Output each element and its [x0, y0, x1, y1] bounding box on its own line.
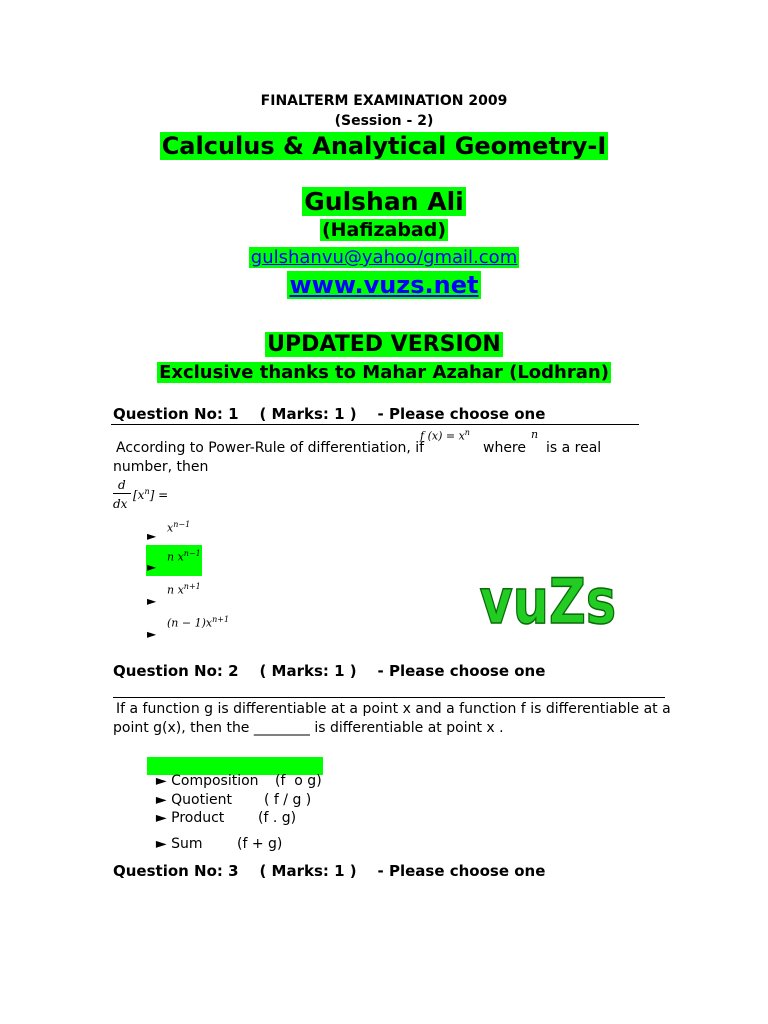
website-wrap — [0, 271, 768, 299]
question-1-option-2[interactable] — [146, 545, 202, 576]
question-1-heading: Question No: 1 ( Marks: 1 ) - Please choose one — [113, 405, 546, 423]
question-1-formula-n: n — [531, 428, 539, 441]
question-3-heading: Question No: 3 ( Marks: 1 ) - Please choose one — [113, 862, 546, 880]
option-formula — [167, 615, 229, 630]
question-1-text-a: According to Power-Rule of differentiation, if — [116, 440, 425, 456]
thanks-wrap — [0, 362, 768, 383]
derivative-bracket: [x — [133, 488, 145, 502]
question-1-option-3[interactable] — [146, 579, 206, 609]
option-label: Quotient — [171, 792, 232, 808]
option-expr: ( f / g ) — [264, 792, 312, 808]
option-arrow-icon: ► — [155, 792, 172, 808]
question-2-option-3[interactable] — [147, 794, 323, 826]
formula-fx-sup: n — [464, 428, 470, 437]
email-link[interactable]: gulshanvu@yahoo/gmail.com — [250, 247, 518, 268]
author-name: Gulshan Ali — [304, 187, 464, 216]
fraction-bar — [113, 493, 131, 494]
option-sup: n−1 — [183, 549, 201, 558]
author-city: (Hafizabad) — [321, 219, 447, 241]
option-arrow-icon: ► — [155, 810, 172, 826]
subject-title-wrap — [0, 132, 768, 160]
option-label: Product — [171, 810, 225, 826]
formula-fx: f (x) = x — [420, 429, 465, 443]
option-expr: (f o g) — [275, 773, 322, 789]
email-wrap — [0, 247, 768, 268]
option-arrow-icon: ► — [155, 773, 172, 789]
website-link[interactable]: www.vuzs.net — [289, 271, 479, 299]
city-wrap — [0, 219, 768, 241]
option-base: n x — [167, 583, 184, 597]
option-base: x — [167, 521, 174, 535]
option-label: Sum — [171, 836, 203, 852]
exam-title: FINALTERM EXAMINATION 2009 — [260, 93, 508, 109]
option-sup: n+1 — [212, 615, 230, 624]
option-label: Composition — [171, 773, 259, 789]
option-arrow-icon: ► — [147, 560, 157, 574]
option-expr: (f . g) — [258, 810, 297, 826]
derivative-numerator: d — [118, 478, 126, 492]
question-2-rule — [113, 697, 665, 698]
question-1-text-line2: number, then — [113, 459, 209, 475]
option-sup: n−1 — [173, 520, 191, 529]
question-1-option-1[interactable] — [146, 516, 206, 544]
option-arrow-icon: ► — [155, 836, 172, 852]
derivative-expr — [133, 487, 168, 502]
option-arrow-icon: ► — [147, 627, 157, 641]
question-2-option-1[interactable] — [147, 757, 323, 789]
author-wrap — [0, 187, 768, 216]
derivative-end: ] = — [149, 488, 169, 502]
question-2-heading: Question No: 2 ( Marks: 1 ) - Please choose one — [113, 662, 546, 680]
question-2-text-line2: point g(x), then the ________ is differentiable at point x . — [113, 720, 504, 736]
option-expr: (f + g) — [237, 836, 283, 852]
option-base: (n − 1)x — [167, 616, 213, 630]
option-base: n x — [167, 550, 184, 564]
derivative-sup: n — [144, 487, 150, 496]
question-1-rule — [111, 424, 639, 425]
subject-title: Calculus & Analytical Geometry-I — [161, 132, 607, 160]
question-2-text-line1: If a function g is differentiable at a point x and a function f is differentiable at a — [116, 701, 671, 717]
question-2-option-4[interactable] — [147, 820, 323, 852]
question-1-option-4[interactable] — [146, 612, 236, 642]
question-1-text-b: where — [483, 440, 526, 456]
question-1-text-c: is a real — [546, 440, 602, 456]
vuzs-logo — [479, 565, 617, 639]
derivative-denominator: dx — [113, 497, 128, 511]
option-formula — [167, 582, 201, 597]
version-wrap — [0, 332, 768, 357]
option-formula — [167, 520, 190, 535]
option-arrow-icon: ► — [147, 529, 157, 543]
question-2-option-2[interactable] — [147, 776, 323, 808]
thanks-line: Exclusive thanks to Mahar Azahar (Lodhran) — [159, 362, 609, 383]
question-1-formula-fx — [420, 428, 470, 443]
logo-text: vuZs — [479, 566, 617, 639]
option-formula — [167, 549, 201, 564]
option-sup: n+1 — [183, 582, 201, 591]
version-label: UPDATED VERSION — [267, 332, 501, 357]
option-arrow-icon: ► — [147, 594, 157, 608]
session-label: (Session - 2) — [334, 113, 434, 129]
